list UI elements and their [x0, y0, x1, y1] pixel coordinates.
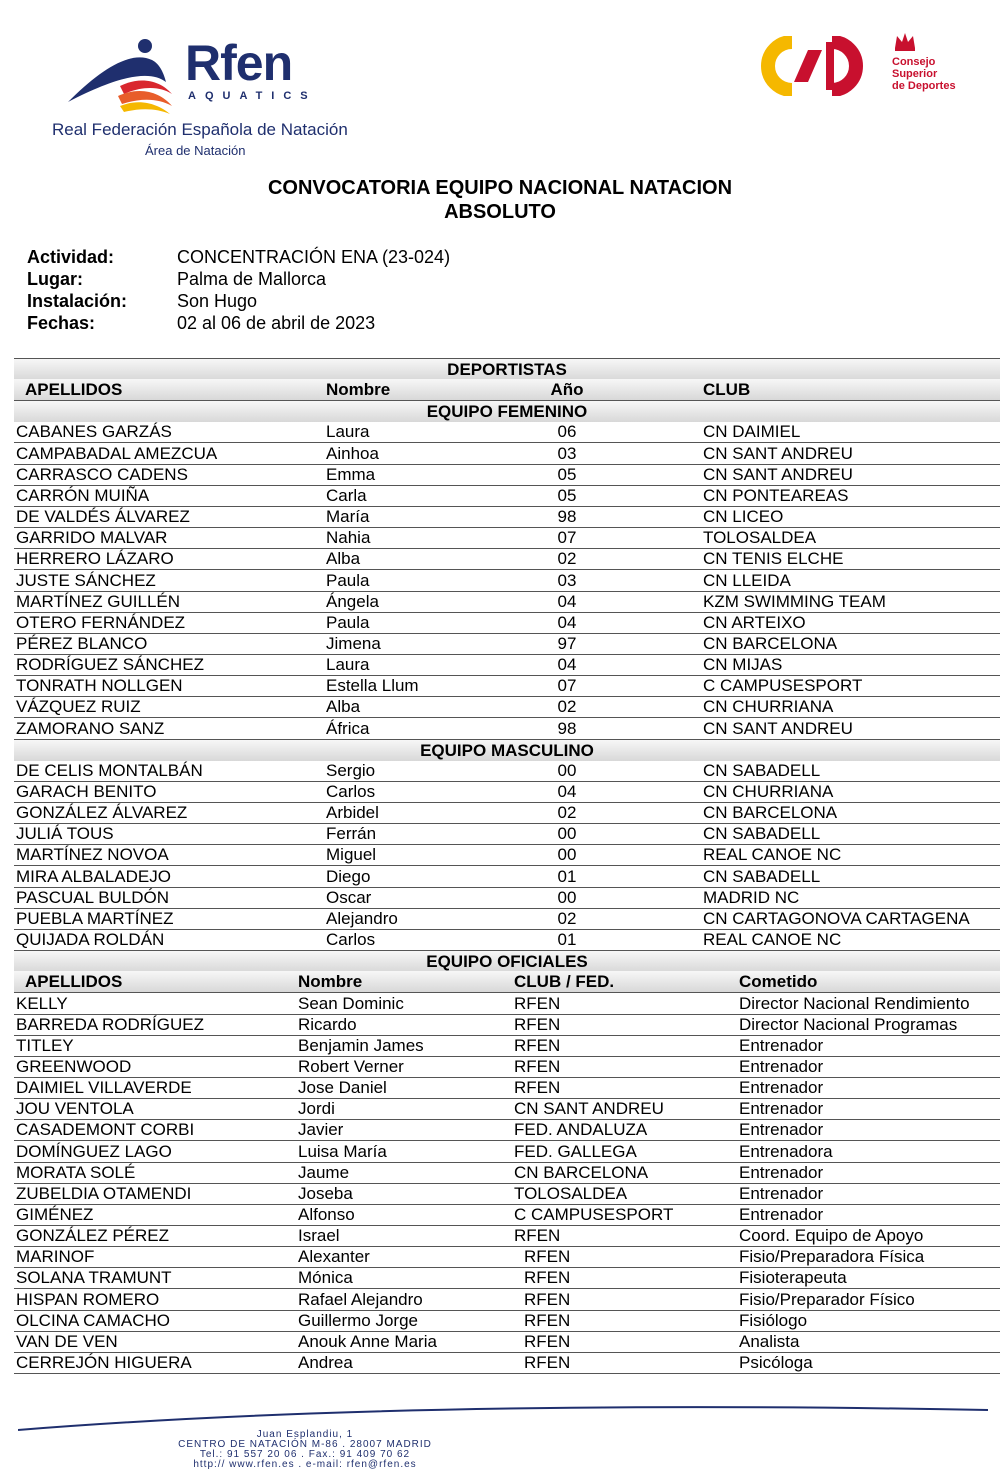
- official-row: [14, 1035, 1000, 1057]
- column-header: APELLIDOS: [25, 972, 123, 992]
- official-row: [14, 1119, 1000, 1141]
- table-cell: CN BARCELONA: [703, 633, 838, 653]
- table-cell: REAL CANOE NC: [703, 930, 842, 950]
- table-cell: JUSTE SÁNCHEZ: [16, 570, 156, 590]
- table-cell: 04: [557, 591, 577, 611]
- table-cell: Paula: [326, 570, 370, 590]
- official-row: [14, 1162, 1000, 1184]
- table-cell: CN SANT ANDREU: [514, 1099, 664, 1119]
- table-cell: GIMÉNEZ: [16, 1205, 94, 1224]
- table-cell: Director Nacional Programas: [739, 1014, 958, 1034]
- table-cell: RFEN: [514, 1056, 561, 1076]
- table-cell: Entrenador: [739, 1162, 824, 1182]
- table-cell: MORATA SOLÉ: [16, 1162, 136, 1182]
- table-cell: GREENWOOD: [16, 1056, 132, 1076]
- table-cell: RFEN: [514, 1226, 561, 1246]
- csd-line: Superior: [892, 68, 938, 80]
- table-cell: CN PONTEAREAS: [703, 485, 849, 505]
- table-cell: 00: [557, 824, 577, 844]
- table-cell: Jimena: [326, 633, 381, 653]
- table-cell: 00: [557, 845, 577, 865]
- table-cell: VÁZQUEZ RUIZ: [16, 697, 141, 717]
- table-cell: HISPAN ROMERO: [16, 1289, 160, 1309]
- column-header-row: [14, 971, 1000, 993]
- table-cell: C CAMPUSESPORT: [514, 1205, 674, 1224]
- info-label: Lugar:: [27, 269, 83, 289]
- table-cell: Alba: [326, 549, 361, 569]
- table-cell: CN SANT ANDREU: [703, 464, 853, 484]
- table-cell: CARRASCO CADENS: [16, 464, 188, 484]
- table-cell: RFEN: [514, 1014, 561, 1034]
- table-cell: MARINOF: [16, 1247, 95, 1267]
- column-header-row: [14, 379, 1000, 401]
- table-cell: Fisioterapeuta: [739, 1268, 847, 1288]
- table-cell: Analista: [739, 1331, 800, 1351]
- athlete-row: [14, 591, 1000, 613]
- footer-line: http:// www.rfen.es . e-mail: rfen@rfen.es: [193, 1459, 417, 1470]
- official-row: [14, 1267, 1000, 1289]
- table-cell: FED. ANDALUZA: [514, 1120, 648, 1140]
- table-cell: MADRID NC: [703, 887, 800, 907]
- table-cell: PASCUAL BULDÓN: [16, 887, 170, 907]
- table-cell: GONZÁLEZ ÁLVAREZ: [16, 803, 188, 823]
- table-cell: CN LLEIDA: [703, 570, 791, 590]
- table-cell: VAN DE VEN: [16, 1331, 118, 1351]
- athlete-row: [14, 421, 1000, 443]
- table-cell: Jordi: [298, 1099, 335, 1119]
- table-cell: QUIJADA ROLDÁN: [16, 930, 165, 950]
- footer-line: Juan Esplandiu, 1: [256, 1429, 354, 1440]
- table-cell: 04: [557, 612, 577, 632]
- athlete-row: [14, 548, 1000, 570]
- csd-line: de Deportes: [892, 80, 956, 92]
- column-header: APELLIDOS: [25, 380, 123, 400]
- official-row: [14, 1098, 1000, 1120]
- table-cell: CN DAIMIEL: [703, 422, 801, 442]
- table-cell: RFEN: [524, 1247, 571, 1267]
- csd-logo-icon: [760, 36, 880, 96]
- athlete-row: [14, 781, 1000, 803]
- table-cell: CN ARTEIXO: [703, 612, 806, 632]
- table-cell: RFEN: [524, 1268, 571, 1288]
- table-cell: Entrenador: [739, 1056, 824, 1076]
- table-cell: Entrenadora: [739, 1141, 833, 1161]
- table-cell: CN TENIS ELCHE: [703, 549, 844, 569]
- table-cell: Psicóloga: [739, 1353, 813, 1373]
- table-cell: PUEBLA MARTÍNEZ: [16, 908, 174, 928]
- column-header: CLUB: [703, 380, 751, 400]
- footer-line: Tel.: 91 557 20 06 . Fax.: 91 409 70 62: [199, 1449, 411, 1460]
- table-cell: Ricardo: [298, 1014, 357, 1034]
- table-cell: Alfonso: [298, 1205, 355, 1224]
- table-cell: 02: [557, 549, 577, 569]
- table-cell: TOLOSALDEA: [703, 528, 817, 548]
- rfen-logo-subtitle: AQUATICS: [188, 90, 317, 102]
- table-cell: RFEN: [514, 993, 561, 1013]
- athlete-row: [14, 929, 1000, 951]
- table-cell: KZM SWIMMING TEAM: [703, 591, 886, 611]
- table-cell: GARACH BENITO: [16, 782, 157, 801]
- table-cell: CN SANT ANDREU: [703, 443, 853, 463]
- table-cell: CN SABADELL: [703, 760, 821, 780]
- table-cell: Israel: [298, 1226, 340, 1246]
- athlete-row: [14, 506, 1000, 528]
- table-cell: CABANES GARZÁS: [16, 422, 172, 442]
- athlete-row: [14, 570, 1000, 592]
- table-cell: Joseba: [298, 1183, 353, 1203]
- athlete-row: [14, 696, 1000, 718]
- table-cell: Rafael Alejandro: [298, 1289, 423, 1309]
- table-cell: CN CHURRIANA: [703, 697, 834, 717]
- table-cell: MIRA ALBALADEJO: [16, 866, 171, 886]
- athlete-row: [14, 675, 1000, 697]
- official-row: [14, 1289, 1000, 1311]
- athlete-row: [14, 760, 1000, 782]
- table-cell: Robert Verner: [298, 1056, 404, 1076]
- table-cell: JOU VENTOLA: [16, 1099, 134, 1119]
- table-cell: Fisio/Preparadora Física: [739, 1247, 925, 1267]
- table-cell: 97: [557, 633, 577, 653]
- table-cell: Entrenador: [739, 1183, 824, 1203]
- info-label: Fechas:: [27, 313, 96, 333]
- table-cell: Sean Dominic: [298, 993, 404, 1013]
- table-cell: 04: [557, 782, 577, 801]
- athlete-row: [14, 802, 1000, 824]
- csd-name: [892, 56, 956, 92]
- table-cell: Paula: [326, 612, 370, 632]
- table-cell: CAMPABADAL AMEZCUA: [16, 443, 218, 463]
- table-cell: 07: [557, 676, 577, 696]
- table-cell: Entrenador: [739, 1205, 824, 1224]
- table-cell: FED. GALLEGA: [514, 1141, 637, 1161]
- athlete-row: [14, 887, 1000, 909]
- official-row: [14, 1310, 1000, 1332]
- table-cell: DE VALDÉS ÁLVAREZ: [16, 507, 190, 527]
- table-cell: Ainhoa: [326, 443, 379, 463]
- info-value: Son Hugo: [177, 291, 258, 311]
- table-cell: CN SANT ANDREU: [703, 718, 853, 738]
- table-cell: 07: [557, 528, 577, 548]
- official-row: [14, 1352, 1000, 1374]
- federation-area: Área de Natación: [145, 143, 246, 158]
- table-cell: 06: [557, 422, 577, 442]
- table-cell: RFEN: [524, 1353, 571, 1373]
- info-value: 02 al 06 de abril de 2023: [177, 313, 376, 333]
- table-cell: Jaume: [298, 1162, 350, 1182]
- table-cell: CN SABADELL: [703, 866, 821, 886]
- table-cell: DAIMIEL VILLAVERDE: [16, 1078, 192, 1098]
- table-cell: Nahia: [326, 528, 371, 548]
- table-cell: RFEN: [514, 1035, 561, 1055]
- table-cell: RFEN: [524, 1331, 571, 1351]
- section-header-deportistas: DEPORTISTAS: [14, 358, 1000, 380]
- table-cell: 00: [557, 760, 577, 780]
- table-cell: TITLEY: [16, 1035, 74, 1055]
- table-cell: Alejandro: [326, 908, 398, 928]
- table-cell: Oscar: [326, 887, 372, 907]
- section-header-masculino: EQUIPO MASCULINO: [14, 739, 1000, 761]
- table-cell: REAL CANOE NC: [703, 845, 842, 865]
- table-cell: 02: [557, 697, 577, 717]
- athlete-row: [14, 908, 1000, 930]
- table-cell: Carlos: [326, 782, 376, 801]
- table-cell: TONRATH NOLLGEN: [16, 676, 183, 696]
- athlete-row: [14, 718, 1000, 740]
- table-cell: Fisio/Preparador Físico: [739, 1289, 915, 1309]
- table-cell: 02: [557, 908, 577, 928]
- athlete-row: [14, 612, 1000, 634]
- table-cell: Ferrán: [326, 824, 377, 844]
- athlete-row: [14, 633, 1000, 655]
- table-cell: Entrenador: [739, 1120, 824, 1140]
- table-cell: TOLOSALDEA: [514, 1183, 628, 1203]
- document-subtitle: ABSOLUTO: [444, 201, 556, 223]
- official-row: [14, 1077, 1000, 1099]
- table-cell: Carla: [326, 485, 367, 505]
- table-cell: RFEN: [524, 1289, 571, 1309]
- table-cell: RFEN: [514, 1078, 561, 1098]
- athlete-row: [14, 654, 1000, 676]
- table-cell: MARTÍNEZ NOVOA: [16, 845, 169, 865]
- table-cell: MARTÍNEZ GUILLÉN: [16, 591, 181, 611]
- table-cell: 03: [557, 443, 577, 463]
- column-header: Año: [550, 380, 584, 400]
- table-cell: 01: [557, 930, 577, 950]
- table-cell: Mónica: [298, 1268, 353, 1288]
- csd-line: Consejo: [892, 56, 936, 68]
- table-cell: BARREDA RODRÍGUEZ: [16, 1014, 204, 1034]
- table-cell: ZAMORANO SANZ: [16, 718, 165, 738]
- table-cell: OTERO FERNÁNDEZ: [16, 612, 186, 632]
- table-cell: Entrenador: [739, 1078, 824, 1098]
- table-cell: Anouk Anne Maria: [298, 1331, 437, 1351]
- official-row: [14, 993, 1000, 1015]
- table-cell: Fisiólogo: [739, 1310, 808, 1330]
- table-cell: 98: [557, 507, 577, 527]
- official-row: [14, 1183, 1000, 1205]
- athlete-row: [14, 485, 1000, 507]
- info-value: CONCENTRACIÓN ENA (23-024): [177, 247, 451, 267]
- crown-icon: [893, 30, 917, 52]
- table-cell: Laura: [326, 655, 370, 675]
- official-row: [14, 1014, 1000, 1036]
- table-cell: Ángela: [326, 591, 379, 611]
- table-cell: CN BARCELONA: [703, 803, 838, 823]
- table-cell: CN MIJAS: [703, 655, 783, 675]
- table-cell: CN LICEO: [703, 507, 784, 527]
- athlete-row: [14, 844, 1000, 866]
- table-cell: Javier: [298, 1120, 344, 1140]
- table-cell: JULIÁ TOUS: [16, 824, 114, 844]
- official-row: [14, 1225, 1000, 1247]
- section-header-oficiales: EQUIPO OFICIALES: [14, 950, 1000, 972]
- table-cell: CERREJÓN HIGUERA: [16, 1353, 192, 1373]
- table-cell: Luisa María: [298, 1141, 387, 1161]
- table-cell: María: [326, 507, 370, 527]
- info-label: Instalación:: [27, 291, 128, 311]
- table-cell: Emma: [326, 464, 376, 484]
- table-cell: Laura: [326, 422, 370, 442]
- table-cell: C CAMPUSESPORT: [703, 676, 863, 696]
- table-cell: Carlos: [326, 930, 376, 950]
- table-cell: ZUBELDIA OTAMENDI: [16, 1183, 192, 1203]
- table-cell: KELLY: [16, 993, 68, 1013]
- table-cell: 02: [557, 803, 577, 823]
- column-header: CLUB / FED.: [514, 972, 615, 992]
- table-cell: SOLANA TRAMUNT: [16, 1268, 172, 1288]
- table-cell: Andrea: [298, 1353, 353, 1373]
- table-cell: Entrenador: [739, 1035, 824, 1055]
- table-cell: Benjamin James: [298, 1035, 424, 1055]
- table-cell: Miguel: [326, 845, 377, 865]
- table-cell: GONZÁLEZ PÉREZ: [16, 1226, 170, 1246]
- table-cell: DOMÍNGUEZ LAGO: [16, 1141, 172, 1161]
- table-cell: CN SABADELL: [703, 824, 821, 844]
- table-cell: 05: [557, 464, 577, 484]
- official-row: [14, 1204, 1000, 1226]
- table-cell: 98: [557, 718, 577, 738]
- table-cell: Estella Llum: [326, 676, 419, 696]
- table-cell: Guillermo Jorge: [298, 1310, 418, 1330]
- section-header-femenino: EQUIPO FEMENINO: [14, 400, 1000, 422]
- info-label: Actividad:: [27, 247, 115, 267]
- table-cell: Alexanter: [298, 1247, 370, 1267]
- table-cell: CN CHURRIANA: [703, 782, 834, 801]
- athlete-row: [14, 527, 1000, 549]
- column-header: Nombre: [298, 972, 363, 992]
- federation-name: Real Federación Española de Natación: [52, 120, 348, 139]
- table-cell: CARRÓN MUIÑA: [16, 485, 150, 505]
- footer-address: [150, 1430, 460, 1470]
- official-row: [14, 1331, 1000, 1353]
- table-cell: DE CELIS MONTALBÁN: [16, 760, 203, 780]
- table-cell: RODRÍGUEZ SÁNCHEZ: [16, 655, 204, 675]
- footer-line: CENTRO DE NATACIÓN M-86 . 28007 MADRID: [178, 1439, 432, 1450]
- table-cell: Entrenador: [739, 1099, 824, 1119]
- table-cell: OLCINA CAMACHO: [16, 1310, 170, 1330]
- info-value: Palma de Mallorca: [177, 269, 327, 289]
- table-cell: Arbidel: [326, 803, 379, 823]
- table-cell: Jose Daniel: [298, 1078, 387, 1098]
- athlete-row: [14, 443, 1000, 465]
- table-cell: PÉREZ BLANCO: [16, 633, 148, 653]
- table-cell: Director Nacional Rendimiento: [739, 993, 970, 1013]
- athlete-row: [14, 866, 1000, 888]
- official-row: [14, 1246, 1000, 1268]
- official-row: [14, 1056, 1000, 1078]
- column-header: Cometido: [739, 972, 818, 992]
- table-cell: 05: [557, 485, 577, 505]
- table-cell: CASADEMONT CORBI: [16, 1120, 195, 1140]
- table-cell: GARRIDO MALVAR: [16, 528, 168, 548]
- table-cell: Alba: [326, 697, 361, 717]
- official-row: [14, 1141, 1000, 1163]
- table-cell: 04: [557, 655, 577, 675]
- athlete-row: [14, 464, 1000, 486]
- table-cell: CN BARCELONA: [514, 1162, 649, 1182]
- table-cell: CN CARTAGONOVA CARTAGENA: [703, 908, 970, 928]
- rfen-logo-word: Rfen: [185, 35, 293, 91]
- table-cell: África: [326, 718, 370, 738]
- table-cell: 00: [557, 887, 577, 907]
- table-cell: RFEN: [524, 1310, 571, 1330]
- table-cell: 03: [557, 570, 577, 590]
- table-cell: Sergio: [326, 760, 376, 780]
- document-title: CONVOCATORIA EQUIPO NACIONAL NATACION: [267, 177, 733, 199]
- table-cell: Coord. Equipo de Apoyo: [739, 1226, 924, 1246]
- athlete-row: [14, 823, 1000, 845]
- table-cell: 01: [557, 866, 577, 886]
- table-cell: HERRERO LÁZARO: [16, 549, 174, 569]
- column-header: Nombre: [326, 380, 391, 400]
- table-cell: Diego: [326, 866, 371, 886]
